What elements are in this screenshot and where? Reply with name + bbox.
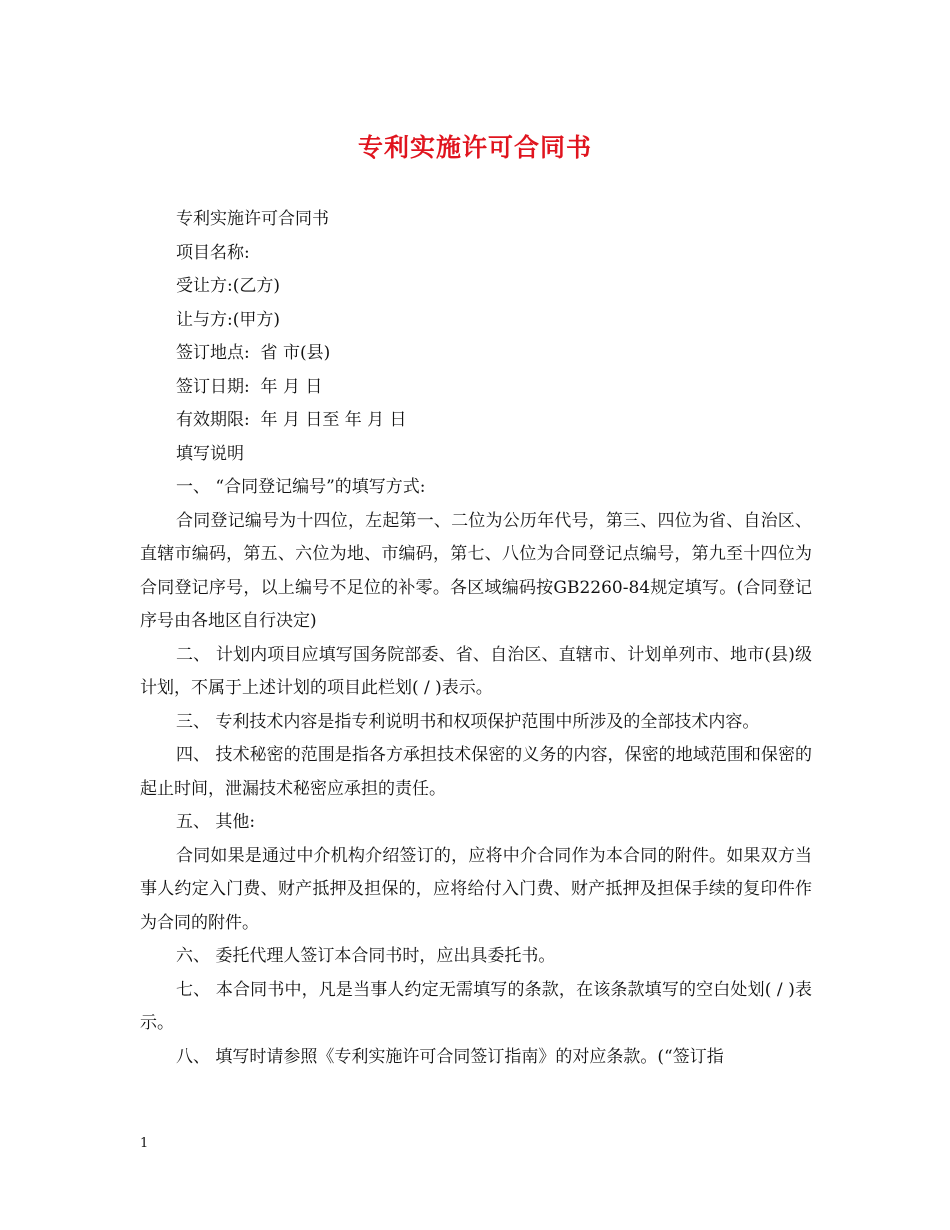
paragraph-heading: 专利实施许可合同书 xyxy=(176,209,329,229)
paragraph-item-8: 八、 填写时请参照《专利实施许可合同签订指南》的对应条款。(“签订指 xyxy=(176,1046,724,1067)
paragraph-registration-number: 合同登记编号为十四位，左起第一、二位为公历年代号，第三、四位为省、自治区、直辖市编码，第五、六位为地、市编码，第七、八位为合同登记点编号，第九至十四位为合同登记序号，以上编号不足位的补零。各区域编码按GB2260-84规定填写。(合同登记序号由各地区自行决定) xyxy=(140,510,812,631)
paragraph-transferor: 让与方:(甲方) xyxy=(176,309,280,330)
paragraph-item-6: 六、 委托代理人签订本合同书时，应出具委托书。 xyxy=(176,946,556,966)
document-body xyxy=(140,203,812,1074)
paragraph-transferee: 受让方:(乙方) xyxy=(176,276,280,296)
paragraph-item-7: 七、 本合同书中，凡是当事人约定无需填写的条款，在该条款填写的空白处划( / )表示。 xyxy=(140,979,812,1033)
paragraph-item-3: 三、 专利技术内容是指专利说明书和权项保护范围中所涉及的全部技术内容。 xyxy=(176,711,760,732)
paragraph-item-4: 四、 技术秘密的范围是指各方承担技术保密的义务的内容，保密的地域范围和保密的起止时间，泄漏技术秘密应承担的责任。 xyxy=(140,745,812,799)
page-number: 1 xyxy=(140,1136,149,1151)
paragraph-instructions-heading: 填写说明 xyxy=(176,443,244,464)
paragraph-signing-place: 签订地点: 省 市(县) xyxy=(176,343,331,363)
paragraph-item-1: 一、 “合同登记编号”的填写方式: xyxy=(176,477,426,497)
paragraph-project-name: 项目名称: xyxy=(176,242,250,263)
paragraph-item-5: 五、 其他: xyxy=(176,812,256,832)
document-title: 专利实施许可合同书 xyxy=(357,133,592,162)
paragraph-item-2: 二、 计划内项目应填写国务院部委、省、自治区、直辖市、计划单列市、地市(县)级计划，不属于上述计划的项目此栏划( / )表示。 xyxy=(140,644,812,698)
paragraph-intermediary: 合同如果是通过中介机构介绍签订的，应将中介合同作为本合同的附件。如果双方当事人约定入门费、财产抵押及担保的，应将给付入门费、财产抵押及担保手续的复印件作为合同的附件。 xyxy=(140,845,812,933)
paragraph-signing-date: 签订日期: 年 月 日 xyxy=(176,376,323,397)
paragraph-validity-period: 有效期限: 年 月 日至 年 月 日 xyxy=(176,410,407,430)
